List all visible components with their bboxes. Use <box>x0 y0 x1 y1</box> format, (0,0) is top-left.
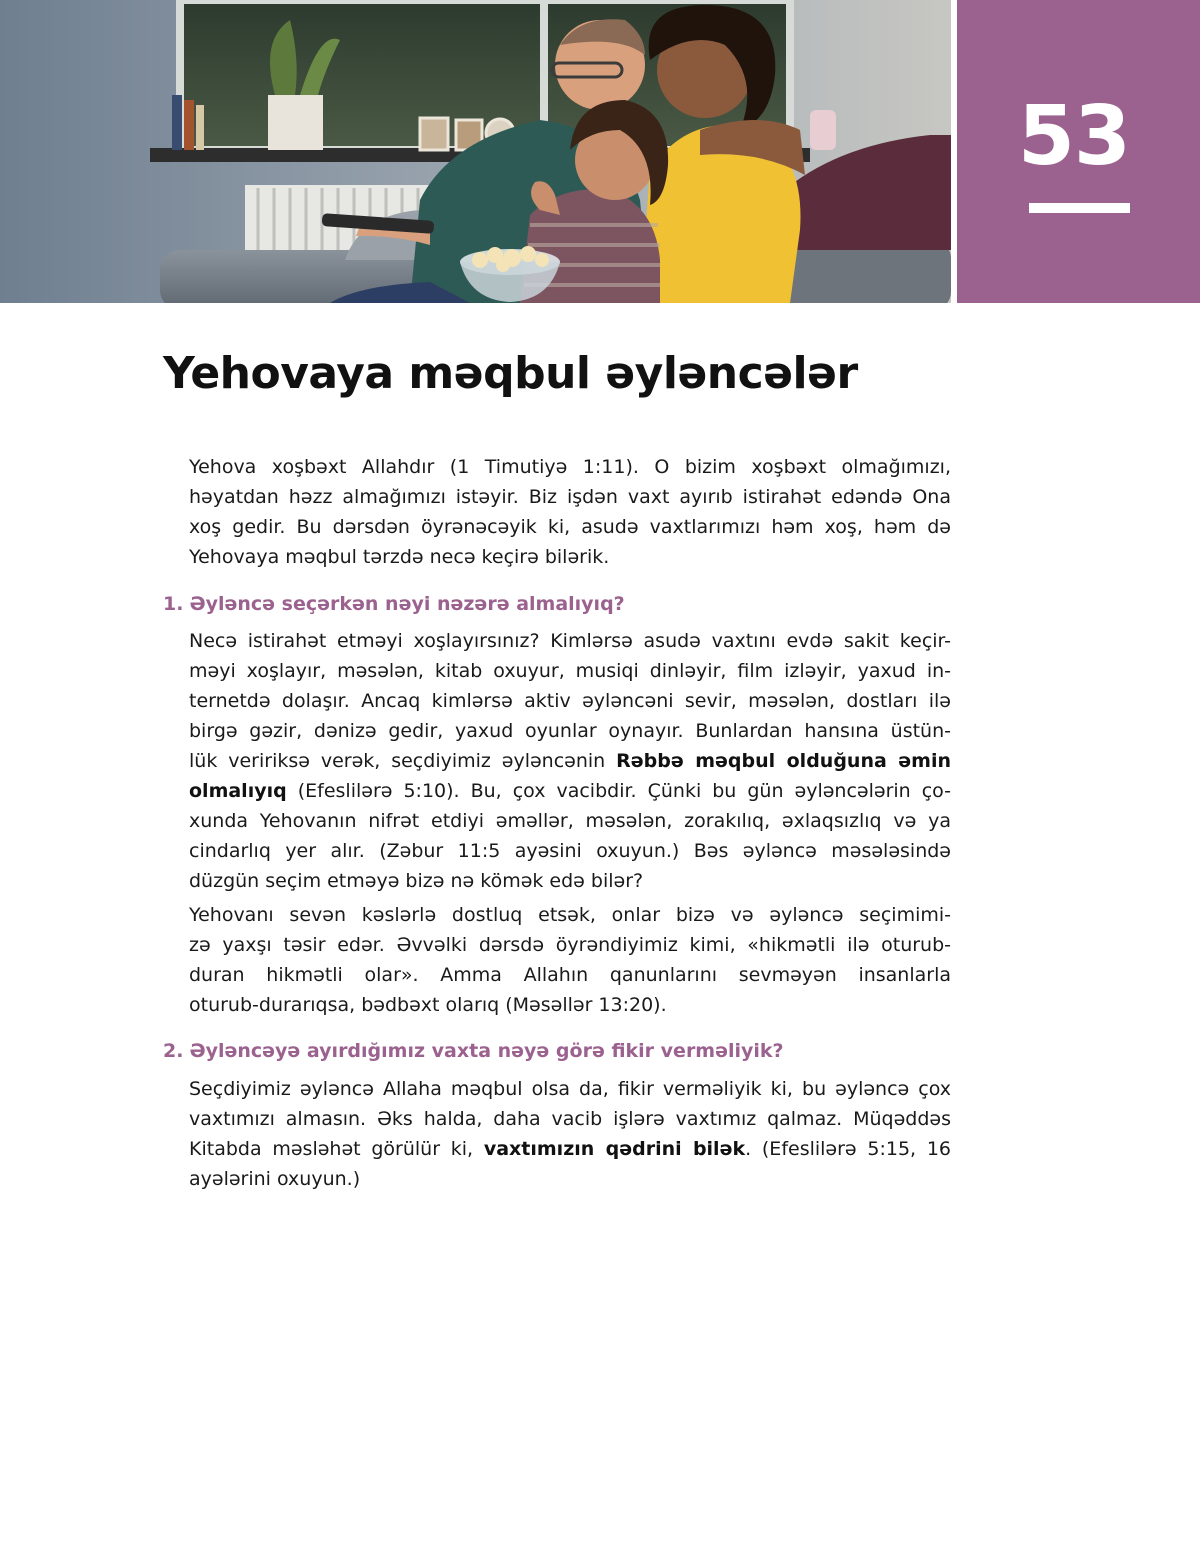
text-line: birgə gəzir, dənizə gedir, yaxud oyunlar oynayır. Bunlardan hansına üstün- <box>189 720 951 742</box>
text-line: ternetdə dolaşır. Ancaq kimlərsə aktiv əyləncəni sevir, məsələn, dostları ilə <box>189 690 951 712</box>
text-line: vaxtımızı almasın. Əks halda, daha vacib işlərə vaxtımız qalmaz. Müqəddəs <box>189 1108 951 1130</box>
text-run: lük veririksə verək, seçdiyimiz əyləncənin <box>189 750 617 772</box>
text-line: oturub-durarıqsa, bədbəxt olarıq (Məsəllər 13:20). <box>189 994 667 1016</box>
text-line: Seçdiyimiz əyləncə Allaha məqbul olsa da, fikir verməliyik ki, bu əyləncə çox <box>189 1078 951 1100</box>
emphasis-text: olmalıyıq <box>189 780 287 802</box>
text-line: xunda Yehovanın nifrət etdiyi əməllər, məsələn, zorakılıq, əxlaqsızlıq və ya <box>189 810 951 832</box>
section-1-paragraph-2 <box>189 900 951 1020</box>
section-1-paragraph-1 <box>189 626 951 896</box>
header-photo <box>0 0 951 303</box>
text-run: Kitabda məsləhət görülür ki, <box>189 1138 484 1160</box>
section-2-number: 2. <box>163 1040 184 1062</box>
section-2-question-text: Əyləncəyə ayırdığımız vaxta nəyə görə fikir verməliyik? <box>189 1040 784 1062</box>
text-line: cindarlıq yer alır. (Zəbur 11:5 ayəsini oxuyun.) Bəs əyləncə məsələsində <box>189 840 951 862</box>
section-2-paragraph-1 <box>189 1074 951 1194</box>
text-line: Yehova xoşbəxt Allahdır (1 Timutiyə 1:11). O bizim xoşbəxt olmağımızı, <box>189 456 951 478</box>
text-line: Yehovanı sevən kəslərlə dostluq etsək, onlar bizə və əyləncə seçimimi- <box>189 904 951 926</box>
text-line: məyi xoşlayır, məsələn, kitab oxuyur, musiqi dinləyir, film izləyir, yaxud in- <box>189 660 951 682</box>
lesson-number-underline <box>1029 203 1130 213</box>
text-line: duran hikmətli olar». Amma Allahın qanunlarını sevməyən insanlarla <box>189 964 951 986</box>
section-1-question <box>163 593 625 615</box>
intro-paragraph <box>189 452 951 572</box>
section-1-question-text: Əyləncə seçərkən nəyi nəzərə almalıyıq? <box>189 593 625 615</box>
family-watching-tv-photo-icon <box>0 0 951 303</box>
text-run: . (Efeslilərə 5:15, 16 <box>745 1138 951 1160</box>
text-line-with-emphasis <box>189 1134 951 1164</box>
text-run: (Efeslilərə 5:10). Bu, çox vacibdir. Çünki bu gün əyləncələrin ço- <box>286 780 951 802</box>
text-line: xoş gedir. Bu dərsdən öyrənəcəyik ki, asudə vaxtlarımızı həm xoş, həm də <box>189 516 951 538</box>
emphasis-text: vaxtımızın qədrini bilək <box>483 1138 746 1160</box>
text-line-with-emphasis <box>189 746 951 776</box>
text-line-with-emphasis <box>189 776 951 806</box>
lesson-number: 53 <box>1017 89 1130 184</box>
section-1-number: 1. <box>163 593 184 615</box>
emphasis-text: Rəbbə məqbul olduğuna əmin <box>616 750 951 772</box>
text-line: düzgün seçim etməyə bizə nə kömək edə bilər? <box>189 870 644 892</box>
lesson-number-panel <box>957 0 1200 303</box>
text-line: ayələrini oxuyun.) <box>189 1168 361 1190</box>
text-line: zə yaxşı təsir edər. Əvvəlki dərsdə öyrəndiyimiz kimi, «hikmətli ilə oturub- <box>189 934 951 956</box>
text-line: Necə istirahət etməyi xoşlayırsınız? Kimlərsə asudə vaxtını evdə sakit keçir- <box>189 630 951 652</box>
page-title: Yehovaya məqbul əyləncələr <box>163 348 858 399</box>
text-line: həyatdan həzz almağımızı istəyir. Biz işdən vaxt ayırıb istirahət edəndə Ona <box>189 486 951 508</box>
section-2-question <box>163 1040 784 1062</box>
text-line: Yehovaya məqbul tərzdə necə keçirə bilərik. <box>189 546 610 568</box>
